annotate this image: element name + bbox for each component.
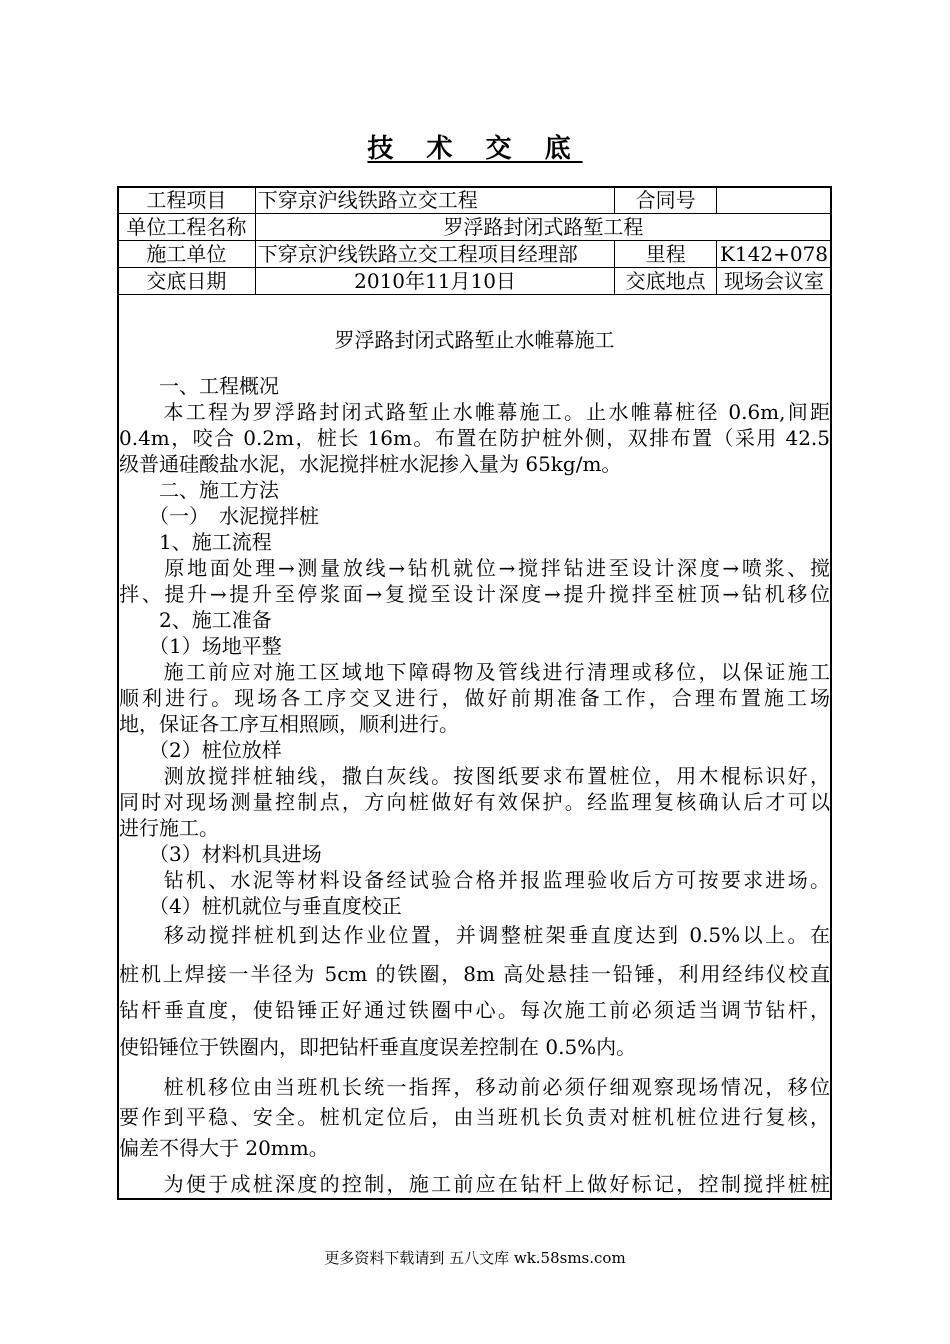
content-line: （4）桩机就位与垂直度校正 — [119, 894, 402, 918]
content-line: 桩机移位由当班机长统一指挥，移动前必须仔细观察现场情况，移位 — [119, 1075, 830, 1099]
content-line: （一） 水泥搅拌桩 — [119, 504, 319, 528]
unit-value: 罗浮路封闭式路堑工程 — [255, 214, 831, 241]
content-line: 桩机上焊接一半径为 5cm 的铁圈，8m 高处悬挂一铅锤，利用经纬仪校直 — [119, 962, 830, 986]
info-row-unit — [118, 214, 832, 241]
project-label: 工程项目 — [118, 187, 256, 214]
location-label: 交底地点 — [615, 268, 717, 295]
content-line: 使铅锤位于铁圈内，即把钻杆垂直度误差控制在 0.5%内。 — [119, 1035, 637, 1059]
content-line: 拌、提升→提升至停浆面→复搅至设计深度→提升搅拌至桩顶→钻机移位 — [119, 582, 830, 606]
content-line: 偏差不得大于 20mm。 — [119, 1136, 329, 1160]
content-line: 顺利进行。现场各工序交叉进行，做好前期准备工作，合理布置施工场 — [119, 686, 830, 710]
contract-label: 合同号 — [615, 187, 717, 214]
constructor-value: 下穿京沪线铁路立交工程项目经理部 — [255, 241, 614, 268]
content-line: 同时对现场测量控制点，方向桩做好有效保护。经监理复核确认后才可以 — [119, 790, 830, 814]
mileage-label: 里程 — [615, 241, 717, 268]
content-line: 级普通硅酸盐水泥，水泥搅拌桩水泥掺入量为 65kg/m。 — [119, 452, 622, 476]
content-line: （1）场地平整 — [119, 634, 282, 658]
content-line: 移动搅拌桩机到达作业位置，并调整桩架垂直度达到 0.5%以上。在 — [119, 923, 830, 947]
content-line: 一、工程概况 — [119, 374, 279, 398]
content-line: 为便于成桩深度的控制，施工前应在钻杆上做好标记，控制搅拌桩桩 — [119, 1172, 830, 1196]
content-line: 钻杆垂直度，使铅锤正好通过铁圈中心。每次施工前必须适当调节钻杆， — [119, 998, 830, 1022]
content-line: （2）桩位放样 — [119, 738, 282, 762]
content-line: 二、施工方法 — [119, 478, 279, 502]
content-line: 原地面处理→测量放线→钻机就位→搅拌钻进至设计深度→喷浆、搅 — [119, 556, 830, 580]
location-value: 现场会议室 — [717, 268, 832, 295]
date-label: 交底日期 — [118, 268, 256, 295]
content-body — [119, 300, 830, 1198]
info-table — [117, 186, 832, 295]
content-line: 施工前应对施工区域地下障碍物及管线进行清理或移位，以保证施工 — [119, 660, 830, 684]
content-line: 钻机、水泥等材料设备经试验合格并报监理验收后方可按要求进场。 — [119, 868, 830, 892]
contract-value — [717, 187, 832, 214]
constructor-label: 施工单位 — [118, 241, 256, 268]
content-line: 本工程为罗浮路封闭式路堑止水帷幕施工。止水帷幕桩径 0.6m,间距 — [119, 400, 830, 424]
info-row-project — [118, 187, 832, 214]
info-row-constructor — [118, 241, 832, 268]
content-line: 进行施工。 — [119, 816, 219, 840]
content-line: 地，保证各工序互相照顾，顺利进行。 — [119, 712, 459, 736]
unit-label: 单位工程名称 — [118, 214, 256, 241]
content-heading: 罗浮路封闭式路堑止水帷幕施工 — [334, 328, 615, 352]
mileage-value: K142+078 — [717, 241, 832, 268]
content-line: 要作到平稳、安全。桩机定位后，由当班机长负责对桩机桩位进行复核， — [119, 1105, 830, 1129]
content-line: 1、施工流程 — [119, 530, 272, 554]
content-line: （3）材料机具进场 — [119, 842, 322, 866]
footer-text: 更多资料下载请到 五八文库 wk.58sms.com — [324, 1249, 626, 1267]
content-line: 测放搅拌桩轴线，撒白灰线。按图纸要求布置桩位，用木棍标识好， — [119, 764, 830, 788]
date-value: 2010年11月10日 — [255, 268, 614, 295]
project-value: 下穿京沪线铁路立交工程 — [255, 187, 614, 214]
info-row-date — [118, 268, 832, 295]
content-line: 0.4m，咬合 0.2m，桩长 16m。布置在防护桩外侧，双排布置（采用 42.5 — [119, 426, 830, 450]
document-title: 技 术 交 底 — [367, 134, 583, 164]
content-line: 2、施工准备 — [119, 608, 272, 632]
